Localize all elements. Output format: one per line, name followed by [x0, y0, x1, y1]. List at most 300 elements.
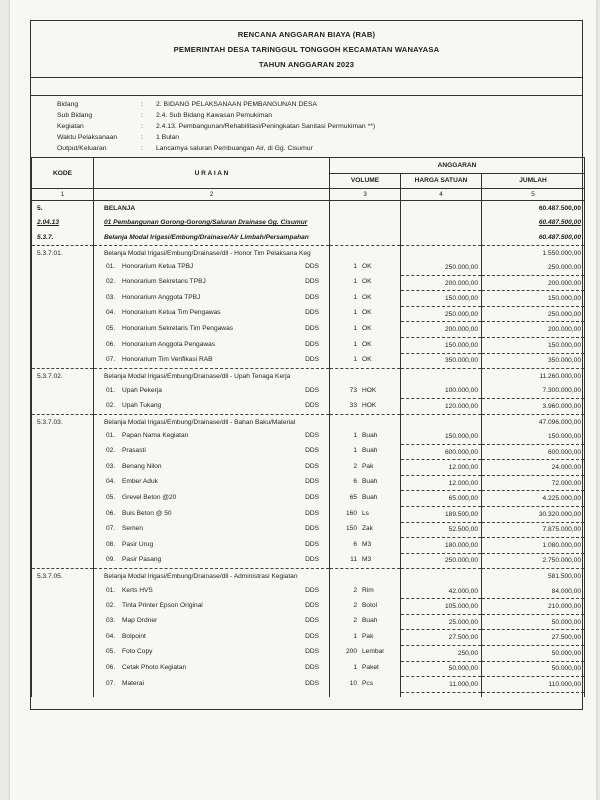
cell-harga-satuan: 120.000,00: [401, 399, 482, 415]
item-number: 08.: [106, 540, 116, 548]
cell-jumlah: 200.000,00: [482, 322, 585, 338]
table-row: [32, 507, 585, 523]
cell-uraian: 01 Pembangunan Gorong-Gorong/Saluran Drainase Gg. Cisumur: [94, 216, 330, 231]
cell-volume: [330, 201, 401, 216]
cell-harga-satuan: 200.000,00: [401, 322, 482, 338]
info-value: 2.4.13. Pembangunan/Rehabilitasi/Peningkatan Sanitasi Permukiman **): [156, 123, 376, 130]
item-description: Semen: [122, 525, 143, 533]
cell-uraian: [94, 338, 330, 354]
cell-uraian: [94, 507, 330, 523]
cell-volume: [330, 645, 401, 661]
item-number: 05.: [106, 648, 116, 656]
table-row: [32, 322, 585, 338]
cell-jumlah: 1.550.000,00: [482, 245, 585, 260]
cell-volume: [330, 491, 401, 507]
cell-kode: [32, 538, 94, 554]
cell-kode: [32, 444, 94, 460]
cell-kode: 5.3.7.02.: [32, 369, 94, 384]
volume-qty: 1: [353, 432, 357, 440]
activity-info: [31, 95, 582, 158]
cell-volume: [330, 584, 401, 599]
table-row: [32, 275, 585, 291]
cell-volume: [330, 399, 401, 415]
volume-qty: 1: [353, 340, 357, 348]
cell-volume: [330, 353, 401, 369]
cell-jumlah: 150.000,00: [482, 291, 585, 307]
col-kode: KODE: [32, 158, 94, 189]
item-source: DDS: [305, 293, 319, 301]
cell-uraian: Belanja Modal Irigasi/Embung/Drainase/dll - Administrasi Kegiatan: [94, 569, 330, 584]
table-row: [32, 491, 585, 507]
cell-volume: [330, 275, 401, 291]
volume-unit: Buah: [362, 447, 378, 455]
item-description: Materai: [122, 679, 144, 687]
table-row: [32, 584, 585, 599]
cell-harga-satuan: [401, 569, 482, 584]
volume-unit: M3: [362, 556, 372, 564]
cell-volume: [330, 569, 401, 584]
cell-harga-satuan: 65.000,00: [401, 491, 482, 507]
cell-harga-satuan: 150.000,00: [401, 291, 482, 307]
info-label: Waktu Pelaksanaan: [57, 134, 118, 141]
cell-jumlah: 50.000,00: [482, 614, 585, 630]
cell-kode: [32, 645, 94, 661]
table-body: [32, 201, 585, 697]
volume-qty: 1: [353, 263, 357, 271]
volume-unit: Pak: [362, 462, 374, 470]
cell-volume: [330, 444, 401, 460]
item-description: Ember Aduk: [122, 478, 158, 486]
cell-kode: 5.: [32, 201, 94, 216]
item-source: DDS: [305, 401, 319, 409]
cell-harga-satuan: 42.000,00: [401, 584, 482, 599]
volume-qty: 6: [353, 540, 357, 548]
item-number: 06.: [106, 340, 116, 348]
volume-unit: Buah: [362, 493, 378, 501]
item-source: DDS: [305, 478, 319, 486]
item-source: DDS: [305, 632, 319, 640]
cell-volume: [330, 553, 401, 569]
document-subtitle: PEMERINTAH DESA TARINGGUL TONGGOH KECAMATAN WANAYASA: [173, 45, 440, 54]
cell-uraian: [94, 553, 330, 569]
item-description: Cetak Photo Kegiatan: [122, 664, 187, 671]
cell-jumlah: 581.500,00: [482, 569, 585, 584]
volume-qty: 1: [353, 309, 357, 317]
cell-jumlah: 2.750.000,00: [482, 553, 585, 569]
volume-qty: 33: [349, 401, 357, 409]
table-bottom-spacer: [32, 692, 585, 697]
cell-volume: [330, 230, 401, 245]
cell-jumlah: 72.000,00: [482, 475, 585, 491]
cell-kode: [32, 475, 94, 491]
cell-kode: 5.3.7.05.: [32, 569, 94, 584]
volume-unit: Botol: [362, 601, 378, 609]
cell-kode: [32, 661, 94, 677]
table-header-row: [32, 158, 585, 174]
item-description: Prasasti: [122, 447, 146, 455]
table-row-group: [32, 414, 585, 429]
cell-volume: [330, 460, 401, 476]
cell-uraian: [94, 260, 330, 275]
table-row: [32, 291, 585, 307]
cell-jumlah: 50.000,00: [482, 645, 585, 661]
info-row-output: Output/Keluaran : Lancarnya saluran Pembuangan Air, di Gg. Cisumur: [57, 145, 313, 152]
item-source: DDS: [305, 324, 319, 332]
cell-uraian: [94, 460, 330, 476]
cell-uraian: [94, 645, 330, 661]
cell-kode: [32, 338, 94, 354]
cell-kode: [32, 630, 94, 646]
cell-jumlah: 110.000,00: [482, 677, 585, 693]
item-description: Kerts HVS: [122, 586, 153, 594]
volume-unit: Paket: [362, 664, 379, 671]
cell-volume: [330, 369, 401, 384]
cell-volume: [330, 245, 401, 260]
volume-unit: Ls: [362, 509, 369, 517]
item-source: DDS: [305, 525, 319, 533]
info-value: 2. BIDANG PELAKSANAAN PEMBANGUNAN DESA: [156, 101, 317, 108]
table-row: [32, 614, 585, 630]
cell-kode: [32, 584, 94, 599]
item-description: Foto Copy: [122, 648, 153, 656]
cell-uraian: Belanja Modal Irigasi/Embung/Drainase/dll - Honor Tim Pelaksana Keg: [94, 245, 330, 260]
cell-harga-satuan: 50.000,00: [401, 661, 482, 677]
item-source: DDS: [305, 493, 319, 501]
table-row: [32, 677, 585, 693]
volume-unit: Rim: [362, 586, 374, 594]
info-label: Sub Bidang: [57, 112, 93, 119]
volume-qty: 1: [353, 447, 357, 455]
item-number: 05.: [106, 493, 116, 501]
cell-volume: [330, 429, 401, 444]
cell-harga-satuan: 200.000,00: [401, 275, 482, 291]
table-row: [32, 260, 585, 275]
item-number: 02.: [106, 447, 116, 455]
document-title: RENCANA ANGGARAN BIAYA (RAB): [237, 30, 376, 39]
volume-unit: Zak: [362, 525, 373, 533]
item-source: DDS: [305, 509, 319, 517]
item-source: DDS: [305, 309, 319, 317]
volume-qty: 11: [350, 556, 357, 564]
item-description: Tinta Printer Epson Original: [122, 601, 203, 609]
cell-harga-satuan: [401, 216, 482, 231]
cell-volume: [330, 677, 401, 693]
item-description: Benang Nilon: [122, 462, 162, 470]
cell-harga-satuan: 100.000,00: [401, 384, 482, 399]
cell-kode: [32, 553, 94, 569]
volume-unit: OK: [362, 340, 372, 348]
item-source: DDS: [305, 556, 319, 564]
cell-harga-satuan: 12.000,00: [401, 460, 482, 476]
volume-unit: OK: [362, 356, 372, 364]
volume-qty: 2: [353, 601, 357, 609]
cell-harga-satuan: [401, 201, 482, 216]
table-row: [32, 444, 585, 460]
volume-unit: Buah: [362, 478, 378, 486]
document-page: [10, 0, 596, 800]
cell-uraian: [94, 491, 330, 507]
cell-volume: [330, 661, 401, 677]
cell-kode: [32, 599, 94, 615]
info-value: 1 Bulan: [156, 134, 180, 141]
item-description: Pasir Pasang: [122, 556, 162, 564]
cell-uraian: [94, 522, 330, 538]
info-label: Bidang: [57, 101, 79, 108]
cell-kode: [32, 614, 94, 630]
rab-form: [30, 20, 583, 710]
volume-unit: Pcs: [362, 679, 373, 687]
col-jumlah: JUMLAH: [482, 173, 585, 189]
cell-jumlah: 24.000,00: [482, 460, 585, 476]
volume-unit: OK: [362, 309, 372, 317]
table-row: [32, 306, 585, 322]
info-row-sub-bidang: Sub Bidang : 2.4. Sub Bidang Kawasan Pemukiman: [57, 112, 272, 119]
cell-uraian: Belanja Modal Irigasi/Embung/Drainase/dll - Upah Tenaga Kerja: [94, 369, 330, 384]
cell-kode: 2.04.13: [32, 216, 94, 231]
table-row: [32, 338, 585, 354]
table-row-bolditalic: [32, 230, 585, 245]
volume-qty: 2: [353, 462, 357, 470]
info-value: 2.4. Sub Bidang Kawasan Pemukiman: [156, 112, 272, 119]
cell-uraian: [94, 429, 330, 444]
item-number: 03.: [106, 293, 116, 301]
cell-jumlah: 47.096.000,00: [482, 414, 585, 429]
item-description: Honorarium Ketua TPBJ: [122, 263, 194, 271]
cell-harga-satuan: 180.000,00: [401, 538, 482, 554]
cell-harga-satuan: [401, 369, 482, 384]
cell-uraian: [94, 291, 330, 307]
volume-qty: 150: [345, 525, 357, 533]
cell-volume: [330, 614, 401, 630]
budget-table: [31, 157, 585, 697]
cell-uraian: [94, 661, 330, 677]
item-number: 01.: [106, 432, 116, 440]
cell-jumlah: 7.875.000,00: [482, 522, 585, 538]
item-number: 03.: [106, 617, 116, 625]
cell-volume: [330, 322, 401, 338]
cell-kode: [32, 275, 94, 291]
info-label: Kegiatan: [57, 123, 84, 130]
volume-qty: 1: [353, 278, 357, 286]
cell-harga-satuan: 150.000,00: [401, 338, 482, 354]
cell-harga-satuan: 27.500,00: [401, 630, 482, 646]
cell-jumlah: 4.225.000,00: [482, 491, 585, 507]
cell-jumlah: 3.960.000,00: [482, 399, 585, 415]
volume-unit: OK: [362, 263, 372, 271]
item-source: DDS: [305, 340, 319, 348]
cell-kode: [32, 522, 94, 538]
cell-uraian: [94, 614, 330, 630]
cell-kode: [32, 429, 94, 444]
item-source: DDS: [305, 601, 319, 609]
info-value: Lancarnya saluran Pembuangan Air, di Gg. Cisumur: [156, 145, 313, 152]
item-description: Pasir Urug: [122, 540, 154, 548]
cell-uraian: BELANJA: [94, 201, 330, 216]
cell-uraian: [94, 399, 330, 415]
cell-volume: [330, 475, 401, 491]
header-spacer: [31, 77, 582, 96]
item-source: DDS: [305, 356, 319, 364]
col-volume: VOLUME: [330, 173, 401, 189]
cell-kode: [32, 491, 94, 507]
cell-jumlah: 150.000,00: [482, 429, 585, 444]
cell-harga-satuan: 250.000,00: [401, 306, 482, 322]
item-number: 05.: [106, 324, 116, 332]
item-number: 02.: [106, 401, 116, 409]
cell-jumlah: 250.000,00: [482, 260, 585, 275]
cell-volume: [330, 522, 401, 538]
col-harga-satuan: HARGA SATUAN: [401, 173, 482, 189]
item-description: Papan Nama Kegiatan: [122, 432, 189, 440]
cell-volume: [330, 216, 401, 231]
volume-qty: 1: [353, 324, 357, 332]
cell-harga-satuan: 250,00: [401, 645, 482, 661]
cell-harga-satuan: 350.000,00: [401, 353, 482, 369]
cell-kode: [32, 460, 94, 476]
table-row-bold: [32, 201, 585, 216]
cell-kode: [32, 353, 94, 369]
table-row-group: [32, 245, 585, 260]
item-number: 03.: [106, 462, 116, 470]
cell-jumlah: 60.487.500,00: [482, 216, 585, 231]
item-number: 07.: [106, 525, 116, 533]
cell-jumlah: 210.000,00: [482, 599, 585, 615]
column-number-row: 1 2 3 4 5: [32, 189, 585, 201]
volume-qty: 6: [353, 478, 357, 486]
table-row: [32, 384, 585, 399]
table-row: [32, 353, 585, 369]
cell-jumlah: 150.000,00: [482, 338, 585, 354]
cell-harga-satuan: 250.000,00: [401, 553, 482, 569]
item-description: Grevel Beton @20: [122, 493, 177, 501]
volume-qty: 2: [353, 586, 357, 594]
cell-uraian: [94, 322, 330, 338]
info-row-bidang: Bidang : 2. BIDANG PELAKSANAAN PEMBANGUNAN DESA: [57, 101, 317, 108]
item-source: DDS: [305, 447, 319, 455]
table-row-group: [32, 369, 585, 384]
item-description: Honorarium Anggota TPBJ: [122, 293, 201, 301]
cell-harga-satuan: 25.000,00: [401, 614, 482, 630]
volume-unit: OK: [362, 324, 372, 332]
cell-volume: [330, 630, 401, 646]
budget-table-wrapper: [31, 157, 582, 697]
cell-uraian: [94, 444, 330, 460]
volume-unit: HOK: [362, 386, 377, 394]
item-number: 09.: [106, 556, 116, 564]
cell-jumlah: 200.000,00: [482, 275, 585, 291]
cell-uraian: [94, 306, 330, 322]
cell-harga-satuan: 105.000,00: [401, 599, 482, 615]
volume-qty: 2: [353, 617, 357, 625]
item-description: Honorarium Anggota Pengawas: [122, 340, 216, 348]
table-row: [32, 645, 585, 661]
cell-jumlah: 84.000,00: [482, 584, 585, 599]
cell-harga-satuan: [401, 230, 482, 245]
item-number: 04.: [106, 309, 116, 317]
cell-jumlah: 60.487.500,00: [482, 230, 585, 245]
cell-volume: [330, 306, 401, 322]
cell-kode: [32, 260, 94, 275]
col-uraian: U R A I A N: [94, 158, 330, 189]
cell-volume: [330, 507, 401, 523]
volume-unit: Lembar: [362, 648, 385, 656]
cell-uraian: [94, 384, 330, 399]
volume-qty: 1: [353, 632, 357, 640]
cell-uraian: [94, 584, 330, 599]
item-source: DDS: [305, 386, 319, 394]
cell-volume: [330, 384, 401, 399]
table-row-kegiatan: [32, 216, 585, 231]
item-number: 06.: [106, 664, 116, 671]
item-description: Map Ordner: [122, 617, 158, 625]
item-number: 07.: [106, 679, 116, 687]
item-description: Buis Beton @ 50: [122, 509, 172, 517]
table-row-group: [32, 569, 585, 584]
cell-kode: [32, 399, 94, 415]
item-source: DDS: [305, 540, 319, 548]
item-description: Honorarium Tim Verifikasi RAB: [122, 356, 213, 364]
cell-jumlah: 50.000,00: [482, 661, 585, 677]
cell-jumlah: 30.320.000,00: [482, 507, 585, 523]
cell-volume: [330, 291, 401, 307]
cell-jumlah: 250.000,00: [482, 306, 585, 322]
volume-unit: M3: [362, 540, 372, 548]
table-row: [32, 429, 585, 444]
volume-qty: 73: [349, 386, 357, 394]
cell-harga-satuan: 189.500,00: [401, 507, 482, 523]
cell-kode: [32, 291, 94, 307]
volume-unit: Buah: [362, 617, 378, 625]
item-description: Bolpoint: [122, 632, 146, 640]
cell-harga-satuan: 12.000,00: [401, 475, 482, 491]
item-source: DDS: [305, 586, 319, 594]
cell-jumlah: 7.300.000,00: [482, 384, 585, 399]
cell-harga-satuan: 150.000,00: [401, 429, 482, 444]
cell-volume: [330, 538, 401, 554]
cell-jumlah: 1.080.000,00: [482, 538, 585, 554]
item-description: Honorarium Sekretaris Tim Pengawas: [122, 324, 234, 332]
item-number: 02.: [106, 601, 116, 609]
cell-volume: [330, 260, 401, 275]
cell-kode: 5.3.7.03.: [32, 414, 94, 429]
item-description: Honorarium Sekretaris TPBJ: [122, 278, 206, 286]
cell-jumlah: 350.000,00: [482, 353, 585, 369]
table-row: [32, 522, 585, 538]
cell-harga-satuan: [401, 245, 482, 260]
info-row-kegiatan: Kegiatan : 2.4.13. Pembangunan/Rehabilitasi/Peningkatan Sanitasi Permukiman **): [57, 123, 376, 130]
item-number: 02.: [106, 278, 116, 286]
cell-kode: 5.3.7.01.: [32, 245, 94, 260]
item-number: 01.: [106, 386, 116, 394]
cell-volume: [330, 338, 401, 354]
cell-harga-satuan: [401, 414, 482, 429]
volume-unit: OK: [362, 293, 372, 301]
item-source: DDS: [305, 462, 319, 470]
item-source: DDS: [305, 648, 319, 656]
volume-qty: 200: [345, 648, 357, 656]
cell-volume: [330, 599, 401, 615]
cell-volume: [330, 414, 401, 429]
cell-uraian: [94, 599, 330, 615]
cell-uraian: Belanja Modal Irigasi/Embung/Drainase/Air Limbah/Persampahan: [94, 230, 330, 245]
volume-qty: 10: [349, 679, 357, 687]
cell-kode: [32, 507, 94, 523]
cell-harga-satuan: 52.500,00: [401, 522, 482, 538]
cell-harga-satuan: 600.000,00: [401, 444, 482, 460]
table-row: [32, 475, 585, 491]
cell-kode: [32, 322, 94, 338]
item-description: Honorarium Ketua Tim Pengawas: [122, 309, 221, 317]
